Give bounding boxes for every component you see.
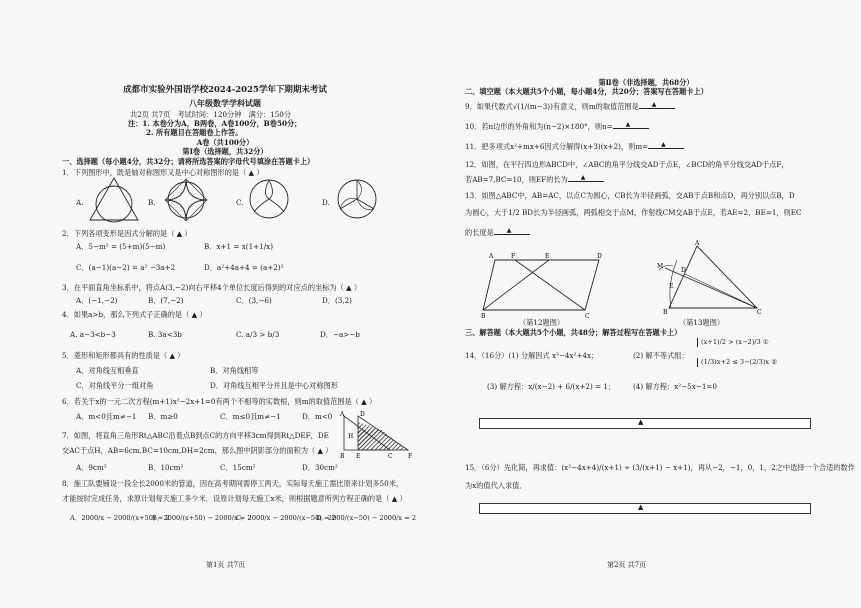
svg-text:C: C bbox=[757, 309, 762, 316]
svg-text:C: C bbox=[585, 313, 590, 320]
question-8-line1: 8．施工队要铺设一段全长2000米的管道，因在高考期间需停工两天，实际每天施工需比原来计划多50米， bbox=[62, 479, 404, 488]
q5-option-b: B．对角线相等 bbox=[210, 366, 259, 375]
q4-option-c: C. a/3 > b/3 bbox=[236, 330, 280, 339]
question-13-line3: 的长度是▲ bbox=[465, 227, 530, 237]
volume-a-heading: A卷（共100分） bbox=[196, 138, 254, 147]
page-footer-left: 第1页 共7页 bbox=[206, 561, 246, 569]
exam-subtitle: 八年级数学学科试题 bbox=[189, 98, 261, 108]
q2-option-d: D．a²+4a+4 = (a+2)² bbox=[204, 263, 284, 272]
question-4: 4．如果a>b，那么下列式子正确的是（ ▲ ） bbox=[62, 310, 207, 319]
q2-option-c: C．(a−1)(a−2) = a² −3a+2 bbox=[76, 263, 176, 272]
figure-12-caption: （第12题图） bbox=[519, 318, 565, 327]
svg-text:F: F bbox=[408, 453, 413, 460]
q7-option-b: B．10cm² bbox=[148, 463, 184, 472]
q14-inequality-2: (1/3)x+2 ≤ 3−(2/3)x ② bbox=[697, 358, 777, 367]
q6-option-b: B．m≥0 bbox=[148, 412, 178, 421]
q1-figure-c bbox=[246, 176, 292, 222]
right-page bbox=[431, 0, 861, 608]
question-2: 2．下列各项变形是因式分解的是（ ▲ ） bbox=[62, 229, 192, 238]
svg-text:B: B bbox=[481, 313, 486, 320]
part1-heading: 第Ⅰ卷（选择题，共32分） bbox=[182, 147, 268, 156]
svg-text:B: B bbox=[340, 453, 345, 460]
svg-text:F: F bbox=[511, 253, 516, 260]
q2-option-a: A．5−m² = (5+m)(5−m) bbox=[76, 242, 166, 251]
q7-option-c: C．15cm² bbox=[220, 463, 256, 472]
question-13-line2: 为圆心，大于1/2 BD长为半径画弧，两弧相交于点M，作射线CM交AB于点E，若AE=2，BE=1，则EC bbox=[465, 208, 802, 217]
q6-option-a: A．m<0且m≠−1 bbox=[76, 412, 137, 421]
svg-text:E: E bbox=[545, 253, 550, 260]
q13-answer-blank[interactable] bbox=[494, 227, 530, 235]
question-5: 5．菱形和矩形都具有的性质是（ ▲ ） bbox=[62, 351, 185, 360]
question-14-part2: (2) 解不等式组： bbox=[633, 351, 689, 360]
figure-13-caption: （第13题图） bbox=[679, 318, 725, 327]
q3-option-a: A．(−1,−2) bbox=[76, 296, 118, 305]
q5-option-d: D．对角线互相平分并且是中心对称图形 bbox=[210, 381, 338, 390]
q1-option-c: C. bbox=[236, 198, 244, 207]
q8-option-b: B．2000/(x+50) − 2000/x = 2 bbox=[152, 514, 252, 522]
q11-answer-blank[interactable] bbox=[648, 141, 684, 149]
q7-option-d: D．30cm² bbox=[302, 463, 338, 472]
question-12-line2: 若AB=7,BC=10，则EF的长为▲ bbox=[465, 174, 604, 184]
question-1: 1．下列图形中，既是轴对称图形又是中心对称图形的是（ ▲ ） bbox=[62, 168, 264, 177]
question-15-line2: 为x的值代入求值． bbox=[465, 481, 527, 490]
question-9: 9．如果代数式√(1/(m−3))有意义，则m的取值范围是▲ bbox=[465, 101, 675, 111]
q15-answer-area[interactable]: ▲ bbox=[479, 503, 811, 514]
question-13-line1: 13．如图△ABC中，AB=AC，以点C为圆心，CB长为半径画弧，交AB于点B和点D，再分别以点B，D bbox=[465, 191, 795, 200]
note-2: 2. 所有题目在答题卷上作答。 bbox=[146, 128, 243, 137]
q1-figure-a bbox=[88, 176, 140, 224]
q4-option-a: A. a−3<b−3 bbox=[70, 330, 116, 339]
q12-answer-blank[interactable] bbox=[568, 174, 604, 182]
q10-answer-blank[interactable] bbox=[613, 121, 649, 129]
q3-option-b: B．(7,−2) bbox=[148, 296, 184, 305]
q4-option-d: D．−a>−b bbox=[320, 330, 360, 339]
q5-option-c: C．对角线平分一组对角 bbox=[76, 381, 154, 390]
question-10: 10．若n边形的外角和为(n−2)×180°，则n=▲ bbox=[465, 121, 649, 131]
q8-option-a: A．2000/x − 2000/(x+50) = 2 bbox=[70, 514, 170, 522]
q9-answer-blank[interactable] bbox=[639, 101, 675, 109]
svg-text:A: A bbox=[489, 253, 494, 260]
q1-figure-b bbox=[162, 176, 210, 224]
svg-text:C: C bbox=[388, 453, 393, 460]
q1-option-b: B. bbox=[148, 198, 156, 207]
q6-option-c: C．m≤0且m≠−1 bbox=[220, 412, 281, 421]
svg-text:H: H bbox=[348, 433, 354, 440]
svg-text:E: E bbox=[669, 283, 674, 290]
question-14-part3: (3) 解方程：x/(x−2) + 6/(x+2) = 1； bbox=[487, 382, 616, 391]
question-15-line1: 15．（6分）先化简，再求值：(x²−4x+4)/(x+1) ÷ (3/(x+1) − x+1)，再从−2，−1，0，1，2之中选择一个合适的数作 bbox=[465, 463, 855, 472]
question-3: 3．在平面直角坐标系中，将点A(3,−2)向右平移4个单位长度后得到的对应点的坐标为（ ▲ ） bbox=[62, 283, 362, 292]
q1-option-a: A. bbox=[76, 198, 84, 207]
question-14-part1: 14．（16分）(1) 分解因式 x³−4x²+4x； bbox=[465, 351, 599, 360]
svg-text:B: B bbox=[663, 309, 668, 316]
exam-info: 共2页 共7页 考试时间：120分钟 满分：150分 bbox=[130, 110, 292, 119]
section1-heading: 一、选择题（每小题4分，共32分；请将所选答案的字母代号填涂在答题卡上） bbox=[62, 157, 315, 166]
question-11: 11．把多项式x²+mx+6因式分解得(x+3)(x+2)，则m=▲ bbox=[465, 141, 684, 151]
svg-text:D: D bbox=[360, 411, 365, 418]
q14-inequality-1: (x+1)/2 > (x−2)/3 ① bbox=[697, 338, 769, 347]
svg-text:D: D bbox=[681, 267, 686, 274]
section3-heading: 三、解答题（本大题共5个小题，共48分；解答过程写在答题卡上） bbox=[465, 328, 682, 337]
svg-text:D: D bbox=[597, 253, 602, 260]
svg-text:E: E bbox=[356, 453, 361, 460]
q1-figure-d bbox=[334, 176, 380, 222]
svg-text:M: M bbox=[657, 263, 664, 270]
question-7-line2: 交AC于点H，AB=6cm,BC=10cm,DH=2cm，那么图中阴影部分的面积为（ ▲ ） bbox=[62, 446, 333, 455]
left-page bbox=[0, 0, 430, 608]
q1-option-d: D. bbox=[322, 198, 330, 207]
q2-option-b: B．x+1 = x(1+1/x) bbox=[204, 242, 274, 251]
q5-option-a: A．对角线互相垂直 bbox=[76, 366, 139, 375]
q3-option-d: D．(3,2) bbox=[322, 296, 352, 305]
section2-heading: 二、填空题（本大题共5个小题，每小题4分，共20分；答案写在答题卡上） bbox=[465, 87, 708, 96]
q6-option-d: D．m<0 bbox=[302, 412, 333, 421]
question-8-line2: 才能按时完成任务，求原计划每天施工多少米．设原计划每天施工x米，则根据题意所列方程正确的是（ ▲ ） bbox=[62, 494, 407, 503]
part2-heading: 第Ⅱ卷（非选择题，共68分） bbox=[598, 78, 694, 87]
svg-text:A: A bbox=[340, 411, 345, 418]
page-footer-right: 第2页 共7页 bbox=[607, 561, 647, 569]
figure-12-parallelogram bbox=[481, 250, 611, 320]
q8-option-d: D．2000/(x−50) − 2000/x = 2 bbox=[316, 514, 417, 522]
figure-13-triangle bbox=[657, 240, 777, 316]
question-14-part4: (4) 解方程：x²−5x−1=0 bbox=[633, 382, 717, 391]
question-6: 6．若关于x的一元二次方程(m+1)x²−2x+1=0有两个不相等的实数根，则m的取值范围是（ ▲ ） bbox=[62, 397, 377, 406]
question-7-line1: 7．如图，将直角三角形Rt△ABC沿着点B到点C的方向平移3cm得到Rt△DEF，DE bbox=[62, 431, 329, 440]
note-1: 注：1. 本卷分为A，B两卷，A卷100分，B卷50分； bbox=[128, 119, 302, 128]
q3-option-c: C．(3,−6) bbox=[236, 296, 272, 305]
exam-title: 成都市实验外国语学校2024-2025学年下期期末考试 bbox=[123, 85, 327, 95]
question-12-line1: 12．如图，在平行四边形ABCD中，∠ABC的角平分线交AD于点E，∠BCD的角平分线交AD于点F， bbox=[465, 160, 789, 169]
q4-option-b: B. 3a<3b bbox=[148, 330, 182, 339]
q8-option-c: C．2000/x − 2000/(x−50) = 2 bbox=[236, 514, 336, 522]
svg-text:A: A bbox=[695, 240, 700, 247]
q14-answer-area[interactable]: ▲ bbox=[479, 418, 811, 429]
q7-option-a: A．9cm² bbox=[76, 463, 107, 472]
q7-figure bbox=[338, 410, 418, 462]
